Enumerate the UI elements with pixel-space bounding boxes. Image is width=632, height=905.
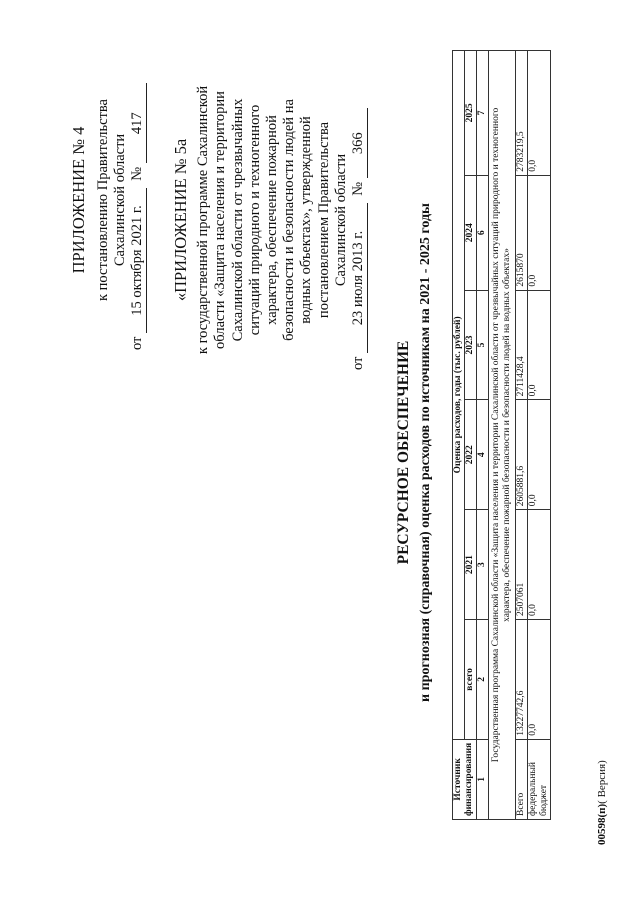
header-year: 2022 (465, 400, 477, 510)
appendix-5a-date-line (350, 70, 368, 370)
column-number: 4 (477, 400, 489, 510)
appendix-5a-line-5: характера, обеспечение пожарной (264, 115, 281, 325)
column-number: 7 (477, 51, 489, 176)
number-label: № (129, 166, 145, 181)
table-column-numbers-row (477, 51, 489, 820)
header-expense-group: Оценка расходов, годы (тыс. рублей) (453, 51, 465, 740)
row-value: 0,0 (528, 620, 551, 740)
appendix-4-title: ПРИЛОЖЕНИЕ № 4 (69, 126, 88, 274)
appendix-5a-line-6: безопасности и безопасности людей на (281, 99, 298, 341)
appendix-5a-line-3: Сахалинской области от чрезвычайных (229, 98, 246, 342)
row-value: 0,0 (528, 290, 551, 400)
column-number: 2 (477, 620, 489, 740)
appendix-4-header (70, 50, 147, 350)
table-header-row (453, 51, 465, 820)
row-value: 2783219,5 (516, 51, 528, 176)
row-value: 0,0 (528, 400, 551, 510)
from-label: от (350, 356, 367, 370)
header-year: 2021 (465, 510, 477, 620)
program-row (489, 51, 516, 820)
header-year: 2023 (465, 290, 477, 400)
table-header-years-row (465, 51, 477, 820)
row-value: 0,0 (528, 175, 551, 290)
row-value: 13227742,6 (516, 620, 528, 740)
program-name: Государственная программа Сахалинской области «Защита населения и территории Сахалинской области от чрезвычайных ситуаций природного и техногенного характера, обеспечение пожарной безопасности и безопасности людей на водных объектах» (489, 51, 516, 820)
appendix-4-date-line (129, 50, 147, 350)
appendix-5a-title: «ПРИЛОЖЕНИЕ № 5а (171, 138, 190, 302)
header-year: 2025 (465, 51, 477, 176)
column-number: 6 (477, 175, 489, 290)
header-year: 2024 (465, 175, 477, 290)
row-value: 2711428,4 (516, 290, 528, 400)
appendix-5a-header (172, 70, 368, 370)
row-value: 0,0 (528, 51, 551, 176)
appendix-4-date: 15 октября 2021 г. (129, 188, 147, 333)
column-number: 5 (477, 290, 489, 400)
appendix-5a-line-2: области «Защита населения и территории (212, 91, 229, 349)
appendix-5a-number: 366 (350, 108, 368, 178)
column-number: 3 (477, 510, 489, 620)
appendix-4-number: 417 (129, 83, 147, 163)
row-value: 2507061 (516, 510, 528, 620)
appendix-5a-line-8: постановлением Правительства (315, 121, 332, 319)
number-label: № (350, 181, 367, 196)
appendix-5a-line-1: к государственной программе Сахалинской (195, 85, 212, 355)
document-code: 00598(п) (596, 803, 608, 845)
document-footer (596, 760, 608, 845)
table-row (528, 51, 551, 820)
appendix-5a-line-4: ситуаций природного и техногенного (246, 104, 263, 336)
appendix-4-line-1: к постановлению Правительства (95, 99, 111, 301)
from-label: от (129, 336, 145, 350)
row-value: 2615870 (516, 175, 528, 290)
table-row (516, 51, 528, 820)
row-value: 0,0 (528, 510, 551, 620)
document-title: РЕСУРСНОЕ ОБЕСПЕЧЕНИЕ (395, 340, 412, 565)
appendix-5a-line-7: водных объектах», утвержденной (298, 116, 315, 324)
header-source: Источник финансирования (453, 739, 477, 819)
appendix-5a-date: 23 июля 2013 г. (350, 203, 368, 353)
document-subtitle: и прогнозная (справочная) оценка расходов по источникам на 2021 - 2025 годы (418, 203, 433, 702)
appendix-5a-line-9: Сахалинской области (332, 153, 349, 287)
header-total: всего (465, 620, 477, 740)
resource-table (452, 50, 551, 820)
row-source: Всего (516, 739, 528, 819)
row-source: федеральный бюджет (528, 739, 551, 819)
appendix-4-line-2: Сахалинской области (112, 133, 128, 267)
row-value: 2605881,6 (516, 400, 528, 510)
column-number: 1 (477, 739, 489, 819)
document-version: ( Версия) (596, 760, 608, 804)
